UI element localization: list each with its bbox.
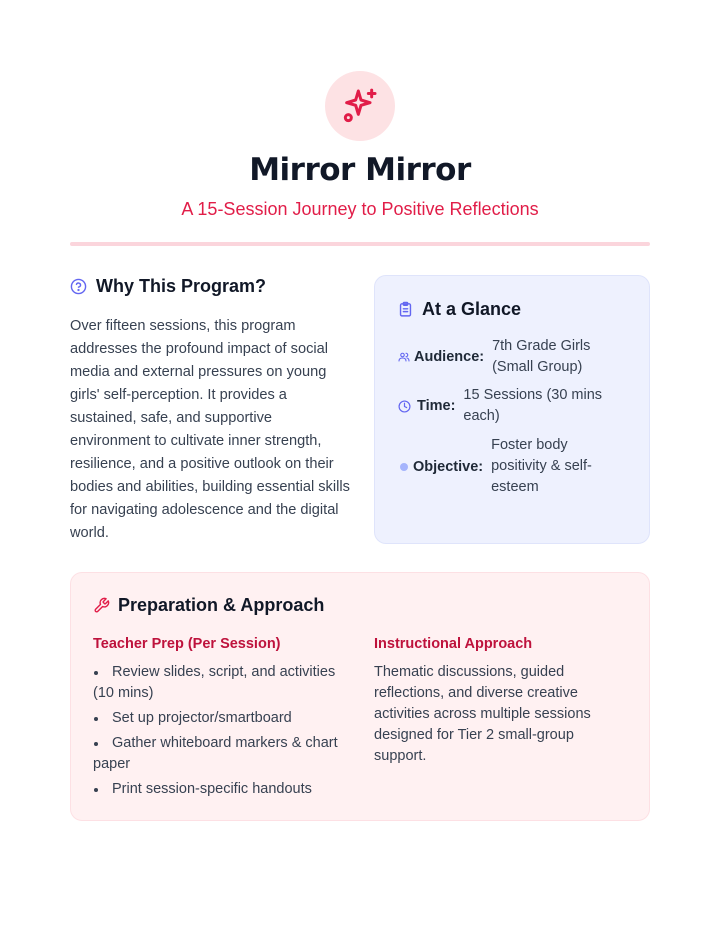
glance-label-audience: Audience:	[414, 349, 485, 365]
approach-text: Thematic discussions, guided reflections, and diverse creative activities across multiple sessions designed for Tier 2 small-group support.	[374, 664, 591, 764]
sparkles-icon	[340, 86, 380, 126]
list-item: Review slides, script, and activities (10 mins)	[93, 664, 336, 701]
glance-row-objective	[397, 435, 611, 498]
page-subtitle: A 15-Session Journey to Positive Reflections	[181, 199, 539, 219]
glance-heading-text: At a Glance	[422, 299, 522, 319]
glance-heading	[397, 299, 521, 320]
clock-icon	[397, 400, 411, 413]
teacher-prep-heading: Teacher Prep (Per Session)	[93, 636, 281, 652]
page-title: Mirror Mirror	[249, 152, 471, 188]
question-circle-icon	[70, 278, 87, 295]
approach-heading: Instructional Approach	[374, 636, 533, 652]
glance-value-objective: Foster body positivity & self-esteem	[491, 437, 592, 495]
prep-heading	[93, 595, 324, 616]
users-icon	[397, 351, 411, 363]
clipboard-icon	[397, 301, 414, 318]
header-divider	[70, 242, 650, 246]
glance-label-objective: Objective:	[413, 458, 484, 475]
list-item: Gather whiteboard markers & chart paper	[93, 735, 338, 772]
hero-badge	[325, 71, 395, 141]
glance-row-audience	[397, 336, 602, 378]
prep-heading-text: Preparation & Approach	[118, 595, 325, 615]
why-heading	[70, 276, 266, 297]
glance-label-time: Time:	[417, 398, 456, 414]
why-heading-text: Why This Program?	[96, 276, 267, 296]
why-body: Over fifteen sessions, this program addresses the profound impact of social media and external pressures on young girls' self-perception. It provides a sustained, safe, and supportive environment to cultivate inner strength, resilience, and a positive outlook on their bodies and abilities, building essential skills for navigating adolescence and the digital world.	[70, 318, 350, 541]
wrench-icon	[93, 597, 110, 614]
glance-value-audience: 7th Grade Girls (Small Group)	[492, 338, 591, 375]
glance-card	[374, 275, 650, 544]
prep-card	[70, 572, 650, 821]
list-item: Set up projector/smartboard	[93, 708, 351, 729]
dot-icon	[397, 463, 411, 471]
glance-value-time: 15 Sessions (30 mins each)	[463, 387, 603, 424]
teacher-prep-list	[93, 662, 351, 804]
glance-row-time	[397, 385, 613, 427]
list-item: Print session-specific handouts	[93, 779, 351, 800]
